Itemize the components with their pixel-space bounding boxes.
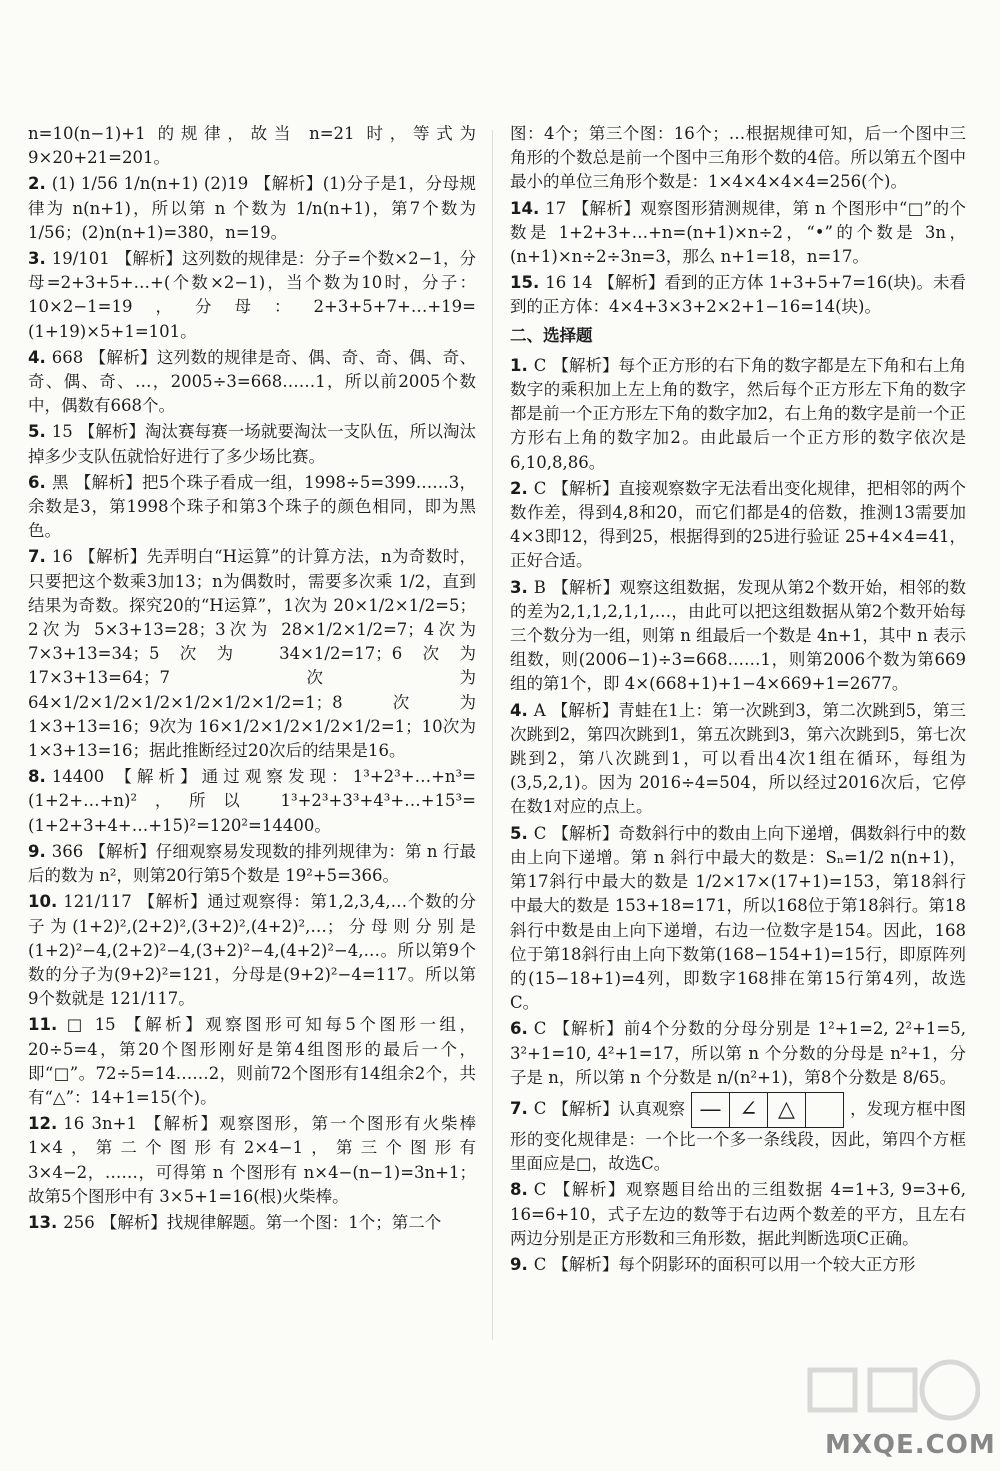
item-explanation: 【解析】把5个珠子看成一组，1998÷5=399……3，余数是3，第1998个珠子和第3个珠子的颜色相同，即为黑色。 bbox=[28, 472, 476, 541]
item-answer: C bbox=[533, 1019, 547, 1039]
item-explanation: 【解析】直接观察数字无法看出变化规律，把相邻的两个数作差，得到4,8和20，而它们都是4的倍数，推测13需要加4×3即12，得到25，根据得到的25进行验证 25+4×4=41，正好合适。 bbox=[510, 478, 966, 571]
item-explanation: 【解析】仔细观察易发现数的排列规律为：第 n 行最后的数为 n²，则第20行第5个数是 19²+5=366。 bbox=[28, 841, 476, 886]
item-answer: □ 15 bbox=[63, 1015, 116, 1035]
item-number: 8. bbox=[510, 1180, 528, 1200]
item-number: 7. bbox=[28, 547, 46, 567]
item-number: 5. bbox=[510, 823, 528, 843]
item-explanation: 【解析】青蛙在1上：第一次跳到3，第二次跳到5，第三次跳到2，第四次跳到1，第五次跳到3，第六次跳到5，第七次跳到2，第八次跳到1，可以看出4次1组在循环，每组为(3,5,2,1)。因为 2016÷4=504，所以经过2016次后，它停在数1对应的点上。 bbox=[510, 700, 966, 817]
item-explanation: 【解析】找规律解题。第一个图：1个；第二个 bbox=[100, 1212, 442, 1232]
answer-item bbox=[510, 197, 966, 270]
item-explanation: 【解析】每个正方形的右下角的数字都是左下角和右上角数字的乘积加上左上角的数字，然后每个正方形左下角的数字都是前一个正方形左下角的数字加2，右上角的数字是前一个正方形右上角的数字加2。由此最后一个正方形的数字依次是6,10,8,86。 bbox=[510, 355, 966, 472]
answer-item bbox=[28, 346, 476, 419]
item-explanation: 【解析】观察题目给出的三组数据 4=1+3, 9=3+6, 16=6+10，式子左边的数等于右边两个数差的平方，且左右两边分别是正方形数和三角形数，据此判断选项C正确。 bbox=[510, 1180, 966, 1248]
item-explanation: 【解析】先弄明白“H运算”的计算方法，n为奇数时，只要把这个数乘3加13；n为偶数时，需要多次乘 1/2，直到结果为奇数。探究20的“H运算”，1次为 20×1/2×1/2=5；2次为 5×3+13=28；3次为 28×1/2×1/2=7；4次为 7×3+13=34；5次为 34×1/2=17；6次为 17×3+13=64；7次为 64×1/2×1/2×1/2×1/2×1/2×1/2=1；8次为 1×3+13=16；9次为 16×1/2×1/2×1/2×1/2=1；10次为 1×3+13=16；据此推断经过20次后的结果是16。 bbox=[28, 547, 476, 761]
item-explanation: 【解析】(1)分子是1，分母规律为 n(n+1)，所以第 n 个数为 1/n(n+1)，第7个数为 1/56；(2)n(n+1)=380，n=19。 bbox=[28, 174, 476, 242]
answer-item bbox=[510, 354, 966, 475]
item-answer: 14400 bbox=[51, 767, 105, 787]
item-answer: B bbox=[533, 577, 546, 597]
answer-item bbox=[510, 576, 966, 697]
answer-item bbox=[28, 471, 476, 544]
item-number: 8. bbox=[28, 767, 46, 787]
answer-item bbox=[28, 840, 476, 888]
item-answer: C bbox=[533, 1099, 547, 1119]
answer-item bbox=[28, 1112, 476, 1209]
item-number: 5. bbox=[28, 422, 46, 442]
watermark-text: MXQE.COM bbox=[825, 1430, 996, 1460]
item-number: 6. bbox=[510, 1019, 528, 1039]
answer-item bbox=[510, 1178, 966, 1251]
item-explanation: 【解析】这列数的规律是奇、偶、奇、奇、偶、奇、奇、偶、奇、…，2005÷3=668……1，所以前2005个数中，偶数有668个。 bbox=[28, 347, 476, 416]
item-explanation: 【解析】淘汰赛每赛一场就要淘汰一支队伍，所以淘汰掉多少支队伍就恰好进行了多少场比赛。 bbox=[28, 422, 476, 466]
shape-box: ∠ bbox=[730, 1093, 768, 1127]
item-number: 15. bbox=[510, 273, 540, 293]
item-explanation: 【解析】奇数斜行中的数由上向下递增，偶数斜行中的数由上向下递增。第 n 斜行中最大的数是：Sₙ=1/2 n(n+1)，第17斜行中最大的数是 1/2×17×(17+1)=153，第18斜行中最大的数是 153+18=171，所以168位于第18斜行。第18斜行中数是由上向下递增，右边一位数字是154。因此，168位于第18斜行由上向下数第(168−154+1)=15行，即原阵列的(15−18+1)=4列，即数字168排在第15行第4列，故选C。 bbox=[510, 823, 966, 1013]
item-answer: C bbox=[533, 1254, 547, 1274]
item-explanation: 【解析】观察这组数据，发现从第2个数开始，相邻的数的差为2,1,1,2,1,1,…，由此可以把这组数据从第2个数开始每三个数分为一组，则第 n 组最后一个数是 4n+1，其中 n 表示组数，则(2006−1)÷3=668……1，则第2006个数为第669组的第1个，即 4×(668+1)+1−4×669+1=2677。 bbox=[510, 577, 966, 694]
shape-box bbox=[806, 1093, 843, 1127]
item-answer: 121/117 bbox=[63, 892, 132, 912]
item-number: 2. bbox=[28, 174, 46, 194]
item-answer: 黑 bbox=[51, 472, 69, 492]
right-column bbox=[510, 122, 966, 1279]
item-explanation: 【解析】前4个分数的分母分别是 1²+1=2, 2²+1=5, 3²+1=10, 4²+1=17，所以第 n 个分数的分母是 n²+1，分子是 n，所以第 n 个分数是 n/(n²+1)，第8个分数是 8/65。 bbox=[510, 1019, 966, 1087]
item-answer: 15 bbox=[51, 422, 73, 442]
answer-item bbox=[510, 822, 966, 1016]
answer-item bbox=[28, 247, 476, 344]
item-answer: A bbox=[533, 700, 546, 720]
column-divider bbox=[492, 130, 493, 1340]
answer-item bbox=[28, 1211, 476, 1235]
item-explanation: 【解析】观察图形，第一个图形有火柴棒1×4，第二个图形有2×4−1，第三个图形有3×4−2，……，可得第 n 个图形有 n×4−(n−1)=3n+1；故第5个图形中有 3×5+1=16(根)火柴棒。 bbox=[28, 1114, 476, 1206]
item-number: 4. bbox=[28, 347, 46, 367]
item-answer: C bbox=[533, 355, 547, 375]
item-number: 1. bbox=[510, 355, 528, 375]
item-answer: C bbox=[533, 478, 547, 498]
answer-item bbox=[510, 1253, 966, 1277]
answer-item bbox=[510, 271, 966, 319]
item-answer: 16 3n+1 bbox=[63, 1114, 137, 1134]
item-number: 12. bbox=[28, 1114, 58, 1134]
shape-box: △ bbox=[768, 1093, 806, 1127]
answer-item bbox=[28, 1013, 476, 1110]
item-answer: 16 bbox=[51, 547, 73, 567]
item-explanation: 【解析】这列数的规律是：分子=个数×2−1，分母=2+3+5+…+(个数×2−1)，当个数为10时，分子：10×2−1=19，分母：2+3+5+7+…+19=(1+19)×5+1=101。 bbox=[28, 249, 476, 341]
item-number: 13. bbox=[28, 1212, 58, 1232]
left-column bbox=[28, 122, 476, 1237]
item-explanation-before: 【解析】认真观察 bbox=[552, 1099, 686, 1119]
item-explanation: 图：4个；第三个图：16个；…根据规律可知，后一个图中三角形的个数总是前一个图中三角形个数的4倍。所以第五个图中最小的单位三角形个数是：1×4×4×4×4=256(个)。 bbox=[510, 124, 966, 192]
item-answer: 668 bbox=[51, 347, 84, 367]
answer-item bbox=[28, 890, 476, 1011]
item-answer: C bbox=[533, 823, 547, 843]
item-number: 10. bbox=[28, 892, 58, 912]
item-number: 7. bbox=[510, 1099, 528, 1119]
answer-item bbox=[28, 545, 476, 763]
answer-item bbox=[28, 172, 476, 245]
item-number: 9. bbox=[510, 1254, 528, 1274]
item-explanation: 【解析】观察图形猜测规律，第 n 个图形中“□”的个数是 1+2+3+…+n=(n+1)×n÷2，“•”的个数是 3n，(n+1)×n÷2÷3n=3，那么 n+1=18，n=17。 bbox=[510, 198, 966, 267]
item-number: 4. bbox=[510, 700, 528, 720]
item-answer: 366 bbox=[51, 841, 84, 861]
item-explanation: 【解析】观察图形可知每5个图形一组，20÷5=4，第20个图形刚好是第4组图形的最后一个，即“□”。72÷5=14……2，则前72个图形有14组余2个，共有“△”：14+1=15(个)。 bbox=[28, 1015, 476, 1107]
shape-boxes bbox=[691, 1092, 844, 1128]
item-number: 6. bbox=[28, 472, 46, 492]
section-heading: 二、选择题 bbox=[510, 325, 593, 345]
item-number: 2. bbox=[510, 478, 528, 498]
answer-item bbox=[510, 122, 966, 195]
item-answer: 19/101 bbox=[51, 249, 110, 269]
item-explanation: ，发现方框中图形的变化规律是：一个比一个多一条线段，因此，第四个方框里面应是□，故选C。 bbox=[510, 1099, 967, 1174]
item-answer: 17 bbox=[545, 198, 567, 218]
item-explanation: n=10(n−1)+1 的规律，故当 n=21 时，等式为 9×20+21=201。 bbox=[28, 124, 476, 168]
item-number: 14. bbox=[510, 198, 540, 218]
item-number: 3. bbox=[28, 249, 46, 269]
answer-item bbox=[510, 1017, 966, 1090]
shape-box: — bbox=[692, 1093, 730, 1127]
item-explanation: 【解析】通过观察发现：1³+2³+…+n³=(1+2+…+n)²，所以 1³+2³+3³+4³+…+15³=(1+2+3+4+…+15)²=120²=14400。 bbox=[28, 767, 476, 835]
item-number: 9. bbox=[28, 841, 46, 861]
answer-item bbox=[510, 477, 966, 574]
answer-item bbox=[28, 122, 476, 170]
item-explanation: 【解析】每个阴影环的面积可以用一个较大正方形 bbox=[552, 1254, 916, 1274]
item-answer: C bbox=[533, 1180, 547, 1200]
item-answer: (1) 1/56 1/n(n+1) (2)19 bbox=[51, 174, 249, 194]
item-number: 3. bbox=[510, 577, 528, 597]
item-answer: 16 14 bbox=[545, 273, 593, 293]
item-explanation: 【解析】通过观察得：第1,2,3,4,…个数的分子为(1+2)²,(2+2)²,(3+2)²,(4+2)²,…；分母则分别是(1+2)²−4,(2+2)²−4,(3+2)²−4,(4+2)²−4,…。所以第9个数的分子为(9+2)²=121，分母是(9+2)²−4=117。所以第9个数就是 121/117。 bbox=[28, 892, 476, 1009]
item-explanation: 【解析】看到的正方体 1+3+5+7=16(块)。未看到的正方体：4×4+3×3+2×2+1−16=14(块)。 bbox=[510, 273, 966, 317]
answer-item bbox=[28, 420, 476, 468]
answer-item bbox=[28, 765, 476, 838]
item-number: 11. bbox=[28, 1015, 58, 1035]
item-answer: 256 bbox=[63, 1212, 95, 1232]
answer-item bbox=[510, 1092, 966, 1176]
answer-item bbox=[510, 699, 966, 820]
